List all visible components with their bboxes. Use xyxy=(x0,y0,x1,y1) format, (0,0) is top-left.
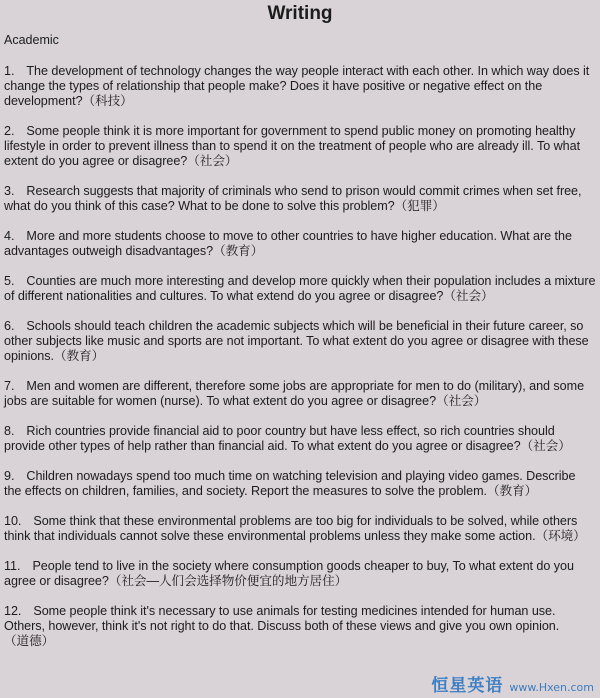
question-number: 8. xyxy=(4,424,15,438)
question-item xyxy=(4,424,596,454)
section-label: Academic xyxy=(4,33,59,47)
question-number: 6. xyxy=(4,319,15,333)
question-category-tag: （社会—人们会选择物价便宜的地方居住） xyxy=(108,574,348,588)
question-number: 1. xyxy=(4,64,15,78)
question-item xyxy=(4,469,596,499)
question-text: The development of technology changes the way people interact with each other. In which way does it change the types of relationship that people make? Does it have positive or negative effect on the development? xyxy=(4,64,590,108)
question-text: Rich countries provide financial aid to poor country but have less effect, so rich countries should provide other types of help rather than financial aid. To what extent do you agree or disagree? xyxy=(4,424,555,453)
question-item xyxy=(4,559,596,589)
question-category-tag: （教育） xyxy=(487,484,538,498)
question-number: 4. xyxy=(4,229,15,243)
question-text: Schools should teach children the academic subjects which will be beneficial in their future career, so other subjects like music and sports are not important. To what extent do you agree or disagree with these opinions. xyxy=(4,319,589,363)
question-text: Men and women are different, therefore some jobs are appropriate for men to do (military), and some jobs are suitable for women (nurse). To what extent do you agree or disagree? xyxy=(4,379,585,408)
question-number: 10. xyxy=(4,514,22,528)
question-number: 2. xyxy=(4,124,15,138)
question-list xyxy=(4,64,596,664)
question-item xyxy=(4,184,596,214)
question-item xyxy=(4,604,596,649)
question-text: Children nowadays spend too much time on watching television and playing video games. Describe the effects on children, families, and society. Report the measures to solve the problem. xyxy=(4,469,576,498)
question-category-tag: （社会） xyxy=(520,439,571,453)
question-item xyxy=(4,124,596,169)
question-text: Some people think it's necessary to use animals for testing medicines intended for human use. Others, however, think it's not right to do that. Discuss both of these views and give you own opinion. xyxy=(4,604,560,633)
watermark xyxy=(431,676,594,696)
question-text: People tend to live in the society where consumption goods cheaper to buy, To what extent do you agree or disagree? xyxy=(4,559,574,588)
question-category-tag: （道德） xyxy=(4,634,55,648)
question-item xyxy=(4,274,596,304)
question-number: 7. xyxy=(4,379,15,393)
question-text: Research suggests that majority of criminals who send to prison would commit crimes when set free, what do you think of this case? What to be done to solve this problem? xyxy=(4,184,582,213)
question-category-tag: （社会） xyxy=(436,394,487,408)
question-text: Counties are much more interesting and develop more quickly when their population includes a mixture of different nationalities and cultures. To what extend do you agree or disagree? xyxy=(4,274,596,303)
question-item xyxy=(4,379,596,409)
question-item xyxy=(4,514,596,544)
question-category-tag: （犯罪） xyxy=(394,199,445,213)
question-item xyxy=(4,229,596,259)
question-category-tag: （科技） xyxy=(82,94,133,108)
question-category-tag: （教育） xyxy=(53,349,105,363)
question-text: Some think that these environmental problems are too big for individuals to be solved, while others think that individuals cannot solve these environmental problems unless they make some action. xyxy=(4,514,578,543)
question-category-tag: （教育） xyxy=(213,244,264,258)
question-category-tag: （社会） xyxy=(443,289,494,303)
question-text: Some people think it is more important for government to spend public money on promoting healthy lifestyle in order to prevent illness than to spend it on the treatment of people who are already ill. To what extent do you agree or disagree? xyxy=(4,124,581,168)
question-category-tag: （社会） xyxy=(187,154,238,168)
watermark-brand: 恒星英语 xyxy=(431,676,504,696)
page-title: Writing xyxy=(267,3,333,24)
question-number: 12. xyxy=(4,604,22,618)
question-number: 11. xyxy=(4,559,21,573)
question-number: 5. xyxy=(4,274,15,288)
question-item xyxy=(4,64,596,109)
watermark-url: www.Hxen.com xyxy=(509,681,594,694)
question-text: More and more students choose to move to other countries to have higher education. What are the advantages outweigh disadvantages? xyxy=(4,229,572,258)
question-number: 3. xyxy=(4,184,15,198)
question-number: 9. xyxy=(4,469,15,483)
question-item xyxy=(4,319,596,364)
question-category-tag: （环境） xyxy=(535,529,586,543)
